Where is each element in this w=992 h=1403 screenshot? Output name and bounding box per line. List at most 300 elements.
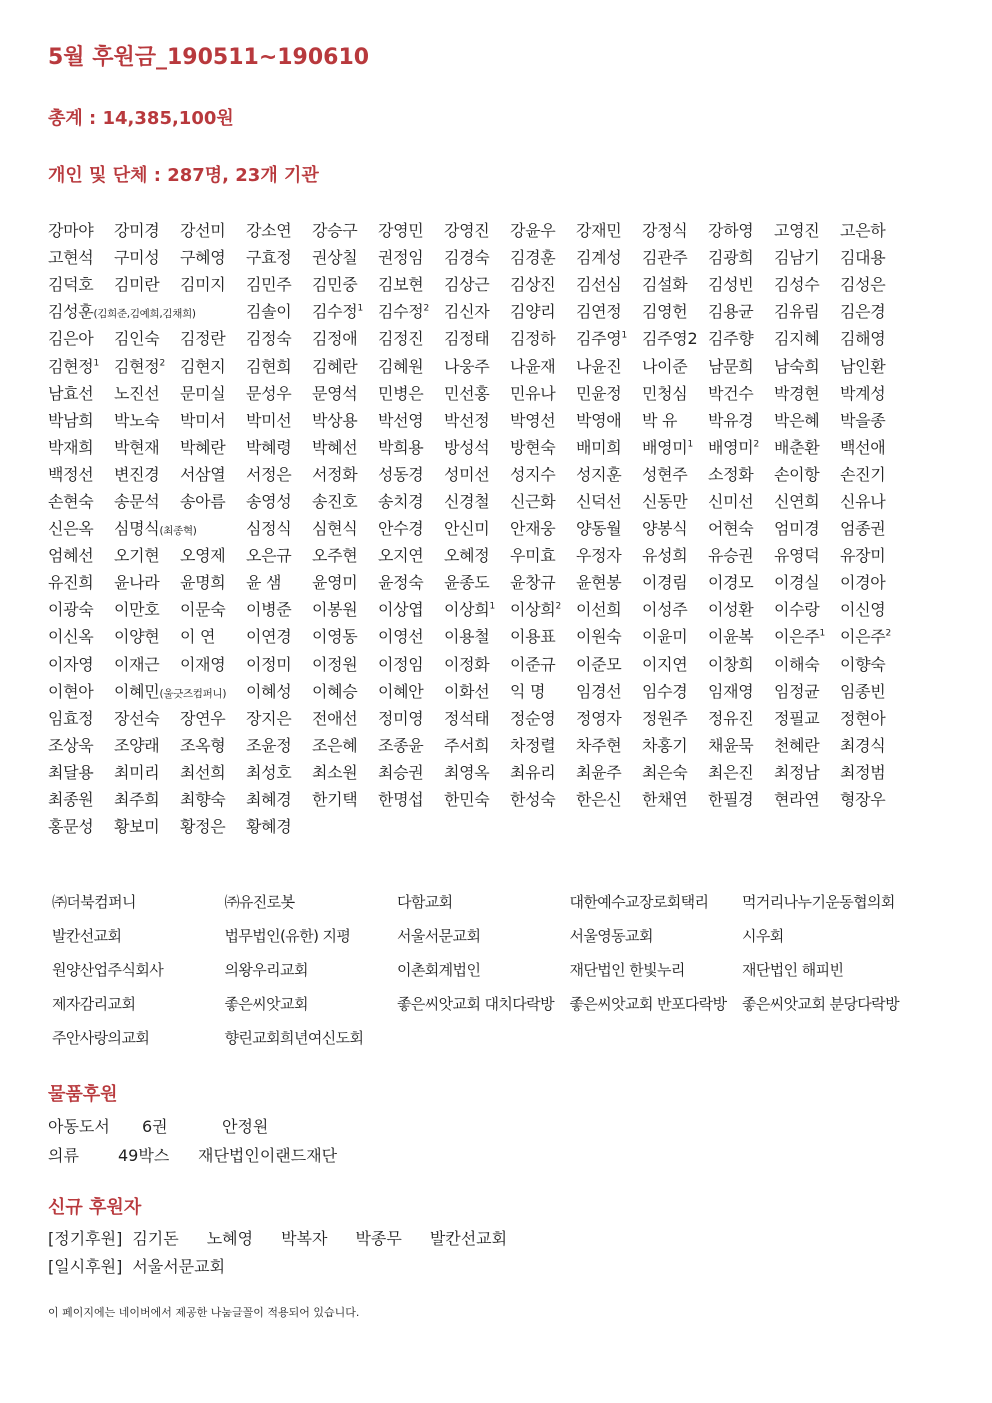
donor-name: 박선영 [378,410,424,430]
organization-name: 주안사랑의교회 [52,1028,150,1047]
donor-name: 박건수 [708,383,754,403]
donor-name: 이준모 [576,654,622,674]
donor-name: 신근화 [510,491,556,511]
donor-name: 민병은 [378,383,424,403]
donor-name [576,326,642,349]
donor-name: 임정균 [774,681,820,701]
org-row [52,918,932,952]
donor-name: 박노숙 [114,410,160,430]
donor-name: 이향숙 [840,654,886,674]
donor-name: 성동경 [378,464,424,484]
donor-name: 노진선 [114,383,160,403]
donor-name: 김유림 [774,302,820,322]
donor-name: 성지훈 [576,464,622,484]
donor-name: 김인숙 [114,329,160,349]
donor-name: 문성우 [246,383,292,403]
donor-name: 최은진 [708,762,754,782]
organization-name: 먹거리나누기운동협의회 [742,892,895,911]
donor-name: 김주영2 [642,329,698,349]
donor-name: 김남기 [774,248,820,268]
name-row [48,568,928,595]
donor-name: 최유리 [510,762,556,782]
donor-name: 구혜영 [180,248,226,268]
donor-name: 최영옥 [444,762,490,782]
donor-name: 이윤복 [708,627,754,647]
donor-name: 최미리 [114,762,160,782]
donor-name: 정원주 [642,708,688,728]
donor-name: 이영동 [312,627,358,647]
donor-name: 신미선 [708,491,754,511]
donor-name: 우정자 [576,546,622,566]
new-donor-name: 노혜영 [206,1228,254,1248]
donor-name: 강승구 [312,221,358,241]
new-donors-title: 신규 후원자 [48,1197,142,1218]
donor-name: 남효선 [48,383,94,403]
donor-name: 이상엽 [378,600,424,620]
donor-name: 성현주 [642,464,688,484]
donor-name-text: 김수정 [312,302,358,322]
goods-item: 아동도서 [48,1117,110,1136]
name-row [48,622,928,649]
donor-name: 신덕선 [576,491,622,511]
organization-donor-list [52,884,932,1054]
donor-name: 황혜경 [246,817,292,837]
donor-name: 오주현 [312,546,358,566]
name-row [48,758,928,785]
duplicate-marker: 2 [885,629,891,640]
name-row [48,243,928,270]
organization-name: 재단법인 한빛누리 [569,960,685,979]
donor-name: 문영석 [312,383,358,403]
org-row [52,1020,932,1054]
donor-name: 박재희 [48,437,94,457]
donor-name: 김계성 [576,248,622,268]
goods-quantity: 49박스 [118,1146,170,1165]
donor-name: 안수경 [378,519,424,539]
name-row [48,487,928,514]
donor-name [642,435,708,458]
donor-name: 안신미 [444,519,490,539]
donor-name: 이용표 [510,627,556,647]
donor-name: 김지혜 [774,329,820,349]
donor-name: 윤종도 [444,573,490,593]
donor-name: 천혜란 [774,735,820,755]
donor-name: 임경선 [576,681,622,701]
goods-quantity: 6권 [142,1117,168,1136]
donor-name: 최종원 [48,790,94,810]
organization-name: 서울서문교회 [397,926,481,945]
donor-name: 이혜승 [312,681,358,701]
donor-name: 한성숙 [510,790,556,810]
donor-name-note: (최종혁) [159,525,197,538]
new-donor-name: 박종무 [355,1228,402,1248]
donor-name: 고현석 [48,248,94,268]
donor-name: 이경실 [774,573,820,593]
donor-name: 조옥형 [180,735,226,755]
donor-name: 나이준 [642,356,688,376]
donor-name: 손이항 [774,464,820,484]
donor-name-text: 이은주 [840,627,886,647]
donor-name: 이준규 [510,654,556,674]
organization-name: 좋은씨앗교회 대치다락방 [397,994,554,1013]
donor-name: 송치경 [378,491,424,511]
duplicate-marker: 1 [489,602,495,613]
organization-name: 이촌회계법인 [397,960,481,979]
new-donor-name: 박복자 [281,1228,328,1248]
organization-name: 좋은씨앗교회 [224,994,308,1013]
donor-name: 엄혜선 [48,546,94,566]
organization-name: 좋은씨앗교회 반포다락방 [569,994,727,1013]
donor-name: 박미선 [246,410,292,430]
name-row [48,704,928,731]
organization-name: 대한예수교장로회택리 [569,892,709,911]
donor-name-text: 배영미 [642,437,688,457]
donor-name: 김정하 [510,329,556,349]
donor-name: 임종빈 [840,681,886,701]
donor-name: 강하영 [708,221,754,241]
donor-name: 나윤재 [510,356,556,376]
donor-name: 김보현 [378,275,424,295]
donor-name: 방성석 [444,437,490,457]
donor-name: 나웅주 [444,356,490,376]
individual-donor-list [48,216,928,839]
donor-name: 양봉식 [642,519,688,539]
donor-name: 최혜경 [246,790,292,810]
donor-name-text: 김주영 [576,329,622,349]
donor-name-text: 이은주 [774,627,820,647]
donor-name: 박혜령 [246,437,292,457]
donor-name-text: 김현정 [48,356,94,376]
donor-name: 송문석 [114,491,160,511]
donor-name: 김정애 [312,329,358,349]
donor-name: 유장미 [840,546,886,566]
donor-name: 이해숙 [774,654,820,674]
donor-name: 장선숙 [114,708,160,728]
donor-name: 차주현 [576,735,622,755]
donor-name: 김상근 [444,275,490,295]
donor-name: 조은혜 [312,735,358,755]
donor-name: 최윤주 [576,762,622,782]
donor-name-note: (울긋즈컴퍼니) [159,687,227,700]
org-row [52,884,932,918]
donor-name: 황보미 [114,817,160,837]
donor-name: 박혜란 [180,437,226,457]
organization-name: 시우회 [742,926,784,945]
donor-name: 황정은 [180,817,226,837]
donor-name: 임효정 [48,708,94,728]
donor-name: 현라연 [774,790,820,810]
donor-name: 김경훈 [510,248,556,268]
total-amount: 총계 : 14,385,100원 [48,108,234,129]
name-row [48,541,928,568]
organization-name: 좋은씨앗교회 분당다락방 [742,994,899,1013]
donor-name: 김덕호 [48,275,94,295]
donor-name: 익 명 [510,681,546,701]
donor-name [312,299,378,322]
donor-name: 김성빈 [708,275,754,295]
donor-name [48,299,246,322]
donor-name: 신유나 [840,491,886,511]
donor-name: 정필교 [774,708,820,728]
donor-name: 김혜원 [378,356,424,376]
donor-name: 임수경 [642,681,688,701]
donor-name: 김현지 [180,356,226,376]
donor-name: 안재웅 [510,519,556,539]
donor-name: 이혜안 [378,681,424,701]
donor-name: 오기현 [114,546,160,566]
donor-name: 이경아 [840,573,886,593]
donor-name [114,516,246,539]
donor-name: 서삼열 [180,464,226,484]
donor-name: 유성희 [642,546,688,566]
donor-name: 김은아 [48,329,94,349]
new-donor-name: 서울서문교회 [132,1256,226,1276]
donor-name: 김용균 [708,302,754,322]
donor-name: 구미성 [114,248,160,268]
donor-name: 윤현봉 [576,573,622,593]
donor-name [708,435,774,458]
donor-name: 박남희 [48,410,94,430]
donor-name: 정순영 [510,708,556,728]
donor-name: 이현아 [48,681,94,701]
donor-name: 이화선 [444,681,490,701]
donor-name: 서정은 [246,464,292,484]
donor-name: 권상칠 [312,248,358,268]
donor-name: 차정렬 [510,735,556,755]
duplicate-marker: 1 [621,331,627,342]
name-row [48,731,928,758]
regular-donors-label: [정기후원] [48,1228,123,1248]
donor-name: 윤명희 [180,573,226,593]
donor-name: 이문숙 [180,600,226,620]
new-donors-list [48,1223,535,1279]
donor-name-text: 배영미 [708,437,754,457]
donor-name: 이경림 [642,573,688,593]
donor-name: 이재영 [180,654,226,674]
donor-name: 김해영 [840,329,886,349]
donor-name: 이원숙 [576,627,622,647]
donor-name: 김미지 [180,275,226,295]
donor-name: 김연정 [576,302,622,322]
donor-name-text: 심명식 [114,519,160,539]
donor-name: 윤창규 [510,573,556,593]
name-row [48,270,928,297]
donor-name: 권정임 [378,248,424,268]
donor-name: 강영진 [444,221,490,241]
donor-name: 엄종권 [840,519,886,539]
donor-name: 장연우 [180,708,226,728]
onetime-donors-label: [일시후원] [48,1256,123,1276]
donor-name: 고영진 [774,221,820,241]
donor-name [114,354,180,377]
donor-name: 강미경 [114,221,160,241]
donor-name: 신은옥 [48,519,94,539]
donor-name: 박은혜 [774,410,820,430]
name-row [48,460,928,487]
donor-name: 배춘환 [774,437,820,457]
donor-name-text: 김수정 [378,302,424,322]
donor-name: 이자영 [48,654,94,674]
donor-name-text: 이상희 [444,600,490,620]
donor-name: 박혜선 [312,437,358,457]
donor-name: 백선애 [840,437,886,457]
donor-name: 이경모 [708,573,754,593]
new-donor-name: 김기돈 [132,1228,179,1248]
donor-name: 백정선 [48,464,94,484]
donor-name: 조종윤 [378,735,424,755]
donor-name: 김미란 [114,275,160,295]
donor-name: 최경식 [840,735,886,755]
donor-name: 조윤정 [246,735,292,755]
name-row [48,785,928,812]
donor-name: 이선희 [576,600,622,620]
donor-name: 박영애 [576,410,622,430]
donor-name: 이 연 [180,627,216,647]
donor-name: 성미선 [444,464,490,484]
donor-name: 손진기 [840,464,886,484]
donor-name: 문미실 [180,383,226,403]
donor-name-text: 김현정 [114,356,160,376]
donor-name: 성지수 [510,464,556,484]
donor-name: 박미서 [180,410,226,430]
donor-name: 강마야 [48,221,94,241]
organization-name: 제자감리교회 [52,994,136,1013]
donor-name: 김은경 [840,302,886,322]
goods-donor: 안정원 [222,1117,269,1136]
duplicate-marker: 1 [687,439,693,450]
donor-name: 박상용 [312,410,358,430]
name-row [48,595,928,622]
donor-name: 박 유 [642,410,678,430]
organization-name: 향린교회희년여신도회 [224,1028,364,1047]
name-row [48,297,928,324]
donor-name: 남문희 [708,356,754,376]
donor-name: 고은하 [840,221,886,241]
goods-row [48,1140,337,1169]
donor-name: 김솔이 [246,302,292,322]
donor-name: 김관주 [642,248,688,268]
onetime-donors-row [48,1251,535,1279]
donor-name: 한은신 [576,790,622,810]
donor-name-text: 이상희 [510,600,556,620]
donor-name: 이신영 [840,600,886,620]
donor-name: 민유나 [510,383,556,403]
donor-name: 장지은 [246,708,292,728]
donor-name: 김성수 [774,275,820,295]
donor-name: 김성은 [840,275,886,295]
donor-name: 김정숙 [246,329,292,349]
donor-name: 서정화 [312,464,358,484]
donor-name: 이성환 [708,600,754,620]
donor-name [840,624,906,647]
donor-name: 정영자 [576,708,622,728]
goods-item: 의류 [48,1146,79,1165]
donor-name: 양동월 [576,519,622,539]
goods-row [48,1111,337,1140]
donor-name: 최정남 [774,762,820,782]
donor-count: 개인 및 단체 : 287명, 23개 기관 [48,165,319,186]
donor-name: 이정임 [378,654,424,674]
donor-name: 나윤진 [576,356,622,376]
name-row [48,406,928,433]
donor-name: 오은규 [246,546,292,566]
donor-name: 윤정숙 [378,573,424,593]
donor-name: 유승권 [708,546,754,566]
organization-name: 재단법인 해피빈 [742,960,844,979]
donor-name: 차홍기 [642,735,688,755]
donor-name: 한민숙 [444,790,490,810]
donor-name: 최선희 [180,762,226,782]
donor-name [774,624,840,647]
donor-name: 주서희 [444,735,490,755]
donor-name: 김설화 [642,275,688,295]
donor-name: 신연희 [774,491,820,511]
donor-name: 최정범 [840,762,886,782]
duplicate-marker: 1 [357,304,363,314]
donor-name: 배미희 [576,437,622,457]
donor-name: 박희용 [378,437,424,457]
donor-name: 김현희 [246,356,292,376]
donor-name: 이혜성 [246,681,292,701]
donor-name [378,299,444,322]
donor-name: 최달용 [48,762,94,782]
name-row [48,677,928,704]
donor-name: 신경철 [444,491,490,511]
donor-name: 이정화 [444,654,490,674]
donor-name: 박경현 [774,383,820,403]
donor-name: 어현숙 [708,519,754,539]
donor-name: 박유경 [708,410,754,430]
donor-name: 김양리 [510,302,556,322]
donor-name: 이광숙 [48,600,94,620]
donor-name: 김광희 [708,248,754,268]
donor-name: 박을종 [840,410,886,430]
donor-name: 홍문성 [48,817,94,837]
goods-donor: 재단법인이랜드재단 [198,1146,338,1165]
donor-name: 이윤미 [642,627,688,647]
donor-name: 최향숙 [180,790,226,810]
donor-name: 송영성 [246,491,292,511]
donor-name: 채윤묵 [708,735,754,755]
duplicate-marker: 2 [555,602,561,613]
donor-name: 김신자 [444,302,490,322]
donor-name: 유영덕 [774,546,820,566]
org-row [52,986,932,1020]
donor-name: 이지연 [642,654,688,674]
donor-name: 최주희 [114,790,160,810]
donor-name: 최소원 [312,762,358,782]
donor-name: 방현숙 [510,437,556,457]
name-row [48,351,928,378]
name-row [48,216,928,243]
donor-name: 손현숙 [48,491,94,511]
duplicate-marker: 2 [423,304,429,314]
donor-name: 이창희 [708,654,754,674]
donor-name: 민청심 [642,383,688,403]
donor-name: 박영선 [510,410,556,430]
duplicate-marker: 2 [753,439,759,450]
goods-donation-list [48,1111,337,1169]
donor-name: 윤영미 [312,573,358,593]
name-row [48,650,928,677]
donor-name: 박선정 [444,410,490,430]
name-row [48,379,928,406]
donor-name: 민윤정 [576,383,622,403]
donor-name: 임재영 [708,681,754,701]
donor-name: 민선홍 [444,383,490,403]
donor-name [444,597,510,620]
donor-name: 김민주 [246,275,292,295]
